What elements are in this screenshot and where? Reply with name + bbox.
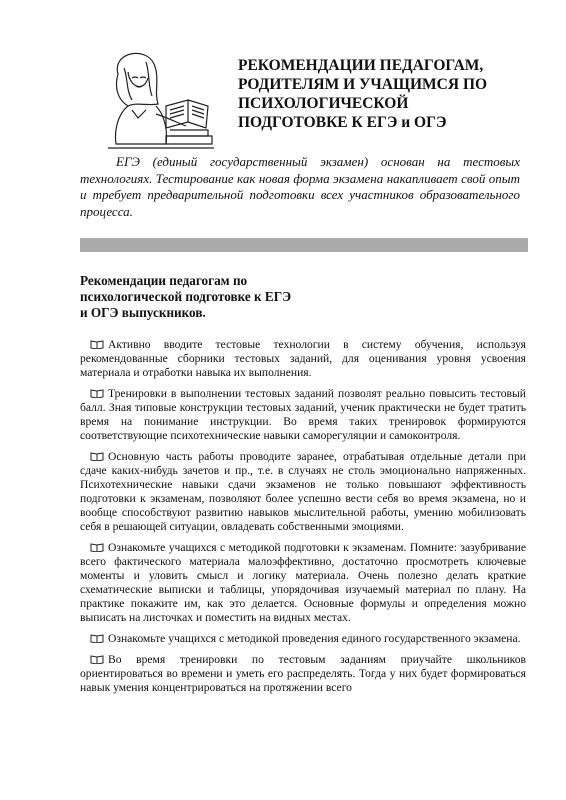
list-item-text: Тренировки в выполнении тестовых заданий позволят реально повысить тестовый балл. Зная типовые конструкции тестовых заданий, ученик практически не будет тратить время на понимание инструкции. Во время таких тренировок формируются соответствующие психотехнические навыки саморегуляции и самоконтроля. [80,387,526,442]
page-title [238,56,528,132]
girl-reading-illustration [88,44,218,154]
list-item-text: Активно вводите тестовые технологии в систему обучения, используя рекомендованные сборники тестовых заданий, для оценивания уровня усвоения материала и отработки навыка их выполнения. [80,338,526,379]
open-book-icon [90,654,104,664]
list-item [80,632,526,646]
list-item [80,338,526,380]
title-line: ПСИХОЛОГИЧЕСКОЙ [238,95,409,112]
heading-line: и ОГЭ выпускников. [80,305,206,320]
title-line: РОДИТЕЛЯМ И УЧАЩИМСЯ ПО [238,76,488,93]
title-line: ПОДГОТОВКЕ К ЕГЭ и ОГЭ [238,114,447,131]
open-book-icon [90,339,104,349]
list-item [80,541,526,625]
heading-line: Рекомендации педагогам по [80,273,248,288]
list-item-text: Во время тренировки по тестовым заданиям приучайте школьников ориентироваться во времени и уметь его распределять. Тогда у них будет формироваться навык умения концентрироваться на протяжении всего [80,653,526,694]
list-item [80,387,526,443]
heading-line: психологической подготовке к ЕГЭ [80,289,292,304]
section-divider-bar [80,238,528,252]
open-book-icon [90,633,104,643]
title-line: РЕКОМЕНДАЦИИ ПЕДАГОГАМ, [238,57,484,74]
open-book-icon [90,542,104,552]
open-book-icon [90,388,104,398]
list-item-text: Ознакомьте учащихся с методикой подготовки к экзаменам. Помните: зазубривание всего фактического материала малоэффективно, достаточно просмотреть ключевые моменты и уловить смысл и логику материала. Очень полезно делать краткие схематические выписки и таблицы, упорядочивая изучаемый материал по плану. На практике покажите им, как это делается. Основные формулы и определения можно выписать на листочках и поместить на видных местах. [80,541,526,624]
list-item [80,653,526,695]
list-item-text: Основную часть работы проводите заранее, отрабатывая отдельные детали при сдаче каких-нибудь зачетов и пр., т.е. в случаях не столь эмоционально напряженных. Психотехнические навыки сдачи экзаменов не только повышают эффективность подготовки к экзаменам, позволяют более успешно вести себя во время экзамена, но и вообще способствуют развитию навыков мыслительной работы, умению мобилизовать себя в решающей ситуации, овладевать собственными эмоциями. [80,450,526,533]
list-item-text: Ознакомьте учащихся с методикой проведения единого государственного экзамена. [108,632,521,645]
intro-paragraph: ЕГЭ (единый государственный экзамен) основан на тестовых технологиях. Тестирование как новая форма экзамена накапливает свой опыт и требует предварительной подготовки всех участников образовательного процесса. [80,154,520,219]
section-heading [80,273,380,321]
recommendation-list [80,338,526,702]
list-item [80,450,526,534]
open-book-icon [90,451,104,461]
